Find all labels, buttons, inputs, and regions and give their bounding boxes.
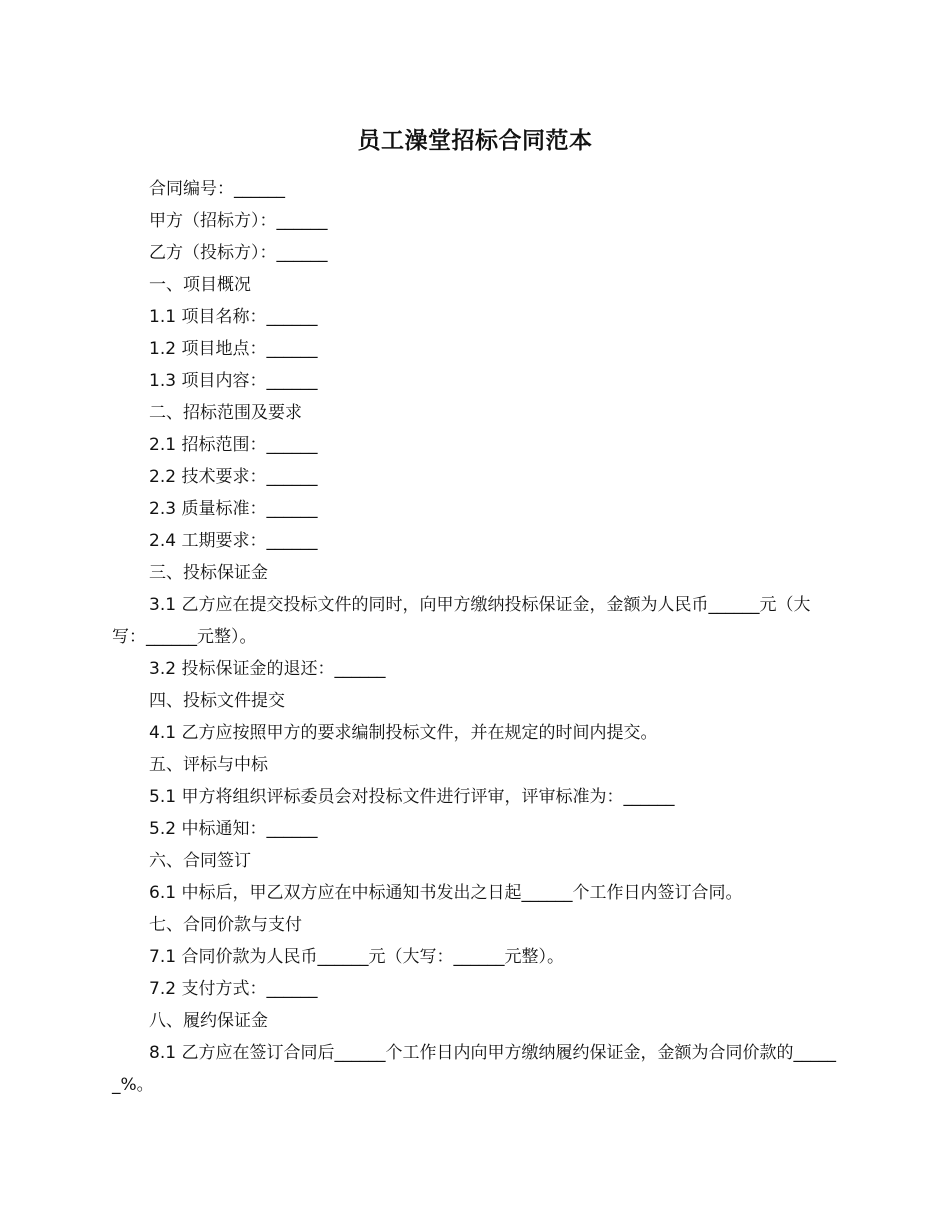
section-heading-2: 二、招标范围及要求 <box>149 403 302 423</box>
clause-3-2: 3.2 投标保证金的退还：______ <box>149 659 386 679</box>
clause-6-1: 6.1 中标后，甲乙双方应在中标通知书发出之日起______个工作日内签订合同。 <box>149 883 743 903</box>
clause-3-1: 3.1 乙方应在提交投标文件的同时，向甲方缴纳投标保证金，金额为人民币______元（大写：______元整）。 <box>112 595 811 647</box>
section-heading-8: 八、履约保证金 <box>149 1011 268 1031</box>
section-heading-4: 四、投标文件提交 <box>149 691 285 711</box>
clause-1-2: 1.2 项目地点：______ <box>149 339 318 359</box>
party-b-line: 乙方（投标方）：______ <box>149 243 328 263</box>
clause-7-1: 7.1 合同价款为人民币______元（大写：______元整）。 <box>149 947 564 967</box>
contract-number-line: 合同编号：______ <box>149 179 285 199</box>
clause-1-3: 1.3 项目内容：______ <box>149 371 318 391</box>
document-body <box>112 173 842 1101</box>
clause-7-2: 7.2 支付方式：______ <box>149 979 318 999</box>
clause-2-1: 2.1 招标范围：______ <box>149 435 318 455</box>
clause-5-1: 5.1 甲方将组织评标委员会对投标文件进行评审，评审标准为：______ <box>149 787 675 807</box>
section-heading-6: 六、合同签订 <box>149 851 251 871</box>
clause-2-4: 2.4 工期要求：______ <box>149 531 318 551</box>
party-a-line: 甲方（招标方）：______ <box>149 211 328 231</box>
section-heading-5: 五、评标与中标 <box>149 755 268 775</box>
section-heading-1: 一、项目概况 <box>149 275 251 295</box>
section-heading-7: 七、合同价款与支付 <box>149 915 302 935</box>
section-heading-3: 三、投标保证金 <box>149 563 268 583</box>
clause-2-3: 2.3 质量标准：______ <box>149 499 318 519</box>
clause-5-2: 5.2 中标通知：______ <box>149 819 318 839</box>
clause-1-1: 1.1 项目名称：______ <box>149 307 318 327</box>
clause-2-2: 2.2 技术要求：______ <box>149 467 318 487</box>
clause-8-1: 8.1 乙方应在签订合同后______个工作日内向甲方缴纳履约保证金，金额为合同价款的______%。 <box>112 1043 836 1095</box>
document-title: 员工澡堂招标合同范本 <box>357 128 593 154</box>
clause-4-1: 4.1 乙方应按照甲方的要求编制投标文件，并在规定的时间内提交。 <box>149 723 658 743</box>
